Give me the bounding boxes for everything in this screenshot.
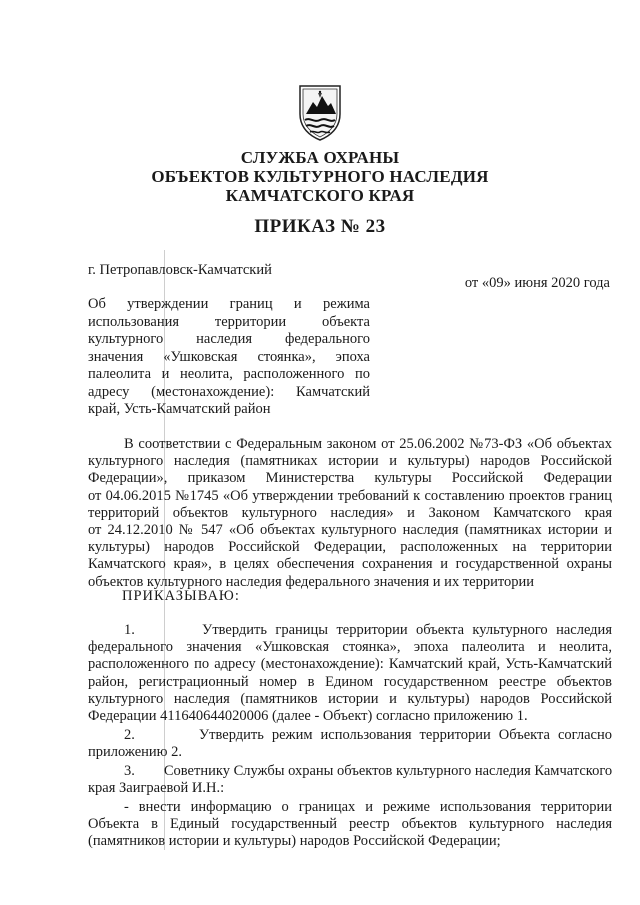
subject-line: адресу (местонахождение): Камчатский bbox=[88, 383, 370, 400]
order-item-2 bbox=[88, 727, 612, 761]
subject-line: край, Усть-Камчатский район bbox=[88, 401, 271, 417]
org-name-line3: КАМЧАТСКОГО КРАЯ bbox=[225, 186, 415, 205]
org-name-line1: СЛУЖБА ОХРАНЫ bbox=[240, 148, 400, 167]
subject-line: Об утверждении границ и режима bbox=[88, 296, 370, 312]
item-line: Федерации 411640644020006 (далее - Объект) согласно приложению 1. bbox=[88, 708, 528, 725]
preamble-line: объектов культурного наследия федерального значения и их территории bbox=[88, 573, 535, 590]
preamble-line: культурного наследия (памятниках истории и культуры) народов Российской bbox=[88, 453, 612, 470]
preamble-line: территорий объектов культурного наследия» и Законом Камчатского края bbox=[88, 504, 612, 521]
order-subject bbox=[88, 296, 370, 419]
preamble-paragraph bbox=[88, 436, 612, 591]
order-date: от «09» июня 2020 года bbox=[464, 275, 610, 291]
item-line: культурного наследия (памятников истории и культуры) народов Российской bbox=[88, 690, 612, 707]
prikazyvayu-heading: ПРИКАЗЫВАЮ: bbox=[122, 588, 240, 604]
item-line: приложению 2. bbox=[88, 744, 183, 761]
order-item-3 bbox=[88, 763, 612, 797]
item-line: расположенного по адресу (местонахождение): Камчатский край, Усть-Камчатский bbox=[88, 656, 612, 673]
preamble-line: Камчатского края», в целях обеспечения сохранения и государственной охраны bbox=[88, 556, 612, 573]
item-line: (памятников истории и культуры) народов Российской Федерации; bbox=[88, 833, 501, 850]
item-line: - внести информацию о границах и режиме использования территории bbox=[124, 799, 612, 815]
kamchatka-coat-of-arms-icon bbox=[296, 84, 344, 142]
preamble-line: от 04.06.2015 №1745 «Об утверждении требований к составлению проектов границ bbox=[88, 487, 612, 504]
item-line: район, регистрационный номер в Едином государственном реестре объектов bbox=[88, 673, 612, 690]
subject-line: культурного наследия федерального bbox=[88, 331, 370, 347]
item-line: 2. Утвердить режим использования территории Объекта согласно bbox=[124, 727, 612, 743]
item-line: 1. Утвердить границы территории объекта культурного наследия bbox=[124, 622, 612, 638]
preamble-line: от 24.12.2010 № 547 «Об объектах культурного наследия (памятниках истории и bbox=[88, 522, 612, 539]
city: г. Петропавловск-Камчатский bbox=[88, 262, 272, 278]
subject-line: палеолита и неолита, расположенного по bbox=[88, 366, 370, 382]
item-line: федерального значения «Ушковская стоянка», эпоха палеолита и неолита, bbox=[88, 639, 612, 656]
preamble-line: культуры) народов Российской Федерации, расположенных на территории bbox=[88, 539, 612, 556]
item-line: края Заиграевой И.Н.: bbox=[88, 780, 225, 797]
order-item-3-subpoint bbox=[88, 799, 612, 851]
preamble-line: Федерации», приказом Министерства культуры Российской Федерации bbox=[88, 470, 612, 487]
item-line: 3. Советнику Службы охраны объектов культурного наследия Камчатского bbox=[124, 763, 613, 779]
order-item-1 bbox=[88, 622, 612, 725]
order-title: ПРИКАЗ № 23 bbox=[254, 216, 386, 237]
preamble-line: В соответствии с Федеральным законом от 25.06.2002 №73-ФЗ «Об объектах bbox=[124, 436, 612, 452]
item-line: Объекта в Единый государственный реестр объектов культурного наследия bbox=[88, 816, 612, 833]
subject-line: значения «Ушковская стоянка», эпоха bbox=[88, 348, 370, 365]
subject-line: использования территории объекта bbox=[88, 313, 370, 330]
org-name-line2: ОБЪЕКТОВ КУЛЬТУРНОГО НАСЛЕДИЯ bbox=[151, 167, 489, 186]
scan-artifact-line bbox=[164, 250, 165, 850]
